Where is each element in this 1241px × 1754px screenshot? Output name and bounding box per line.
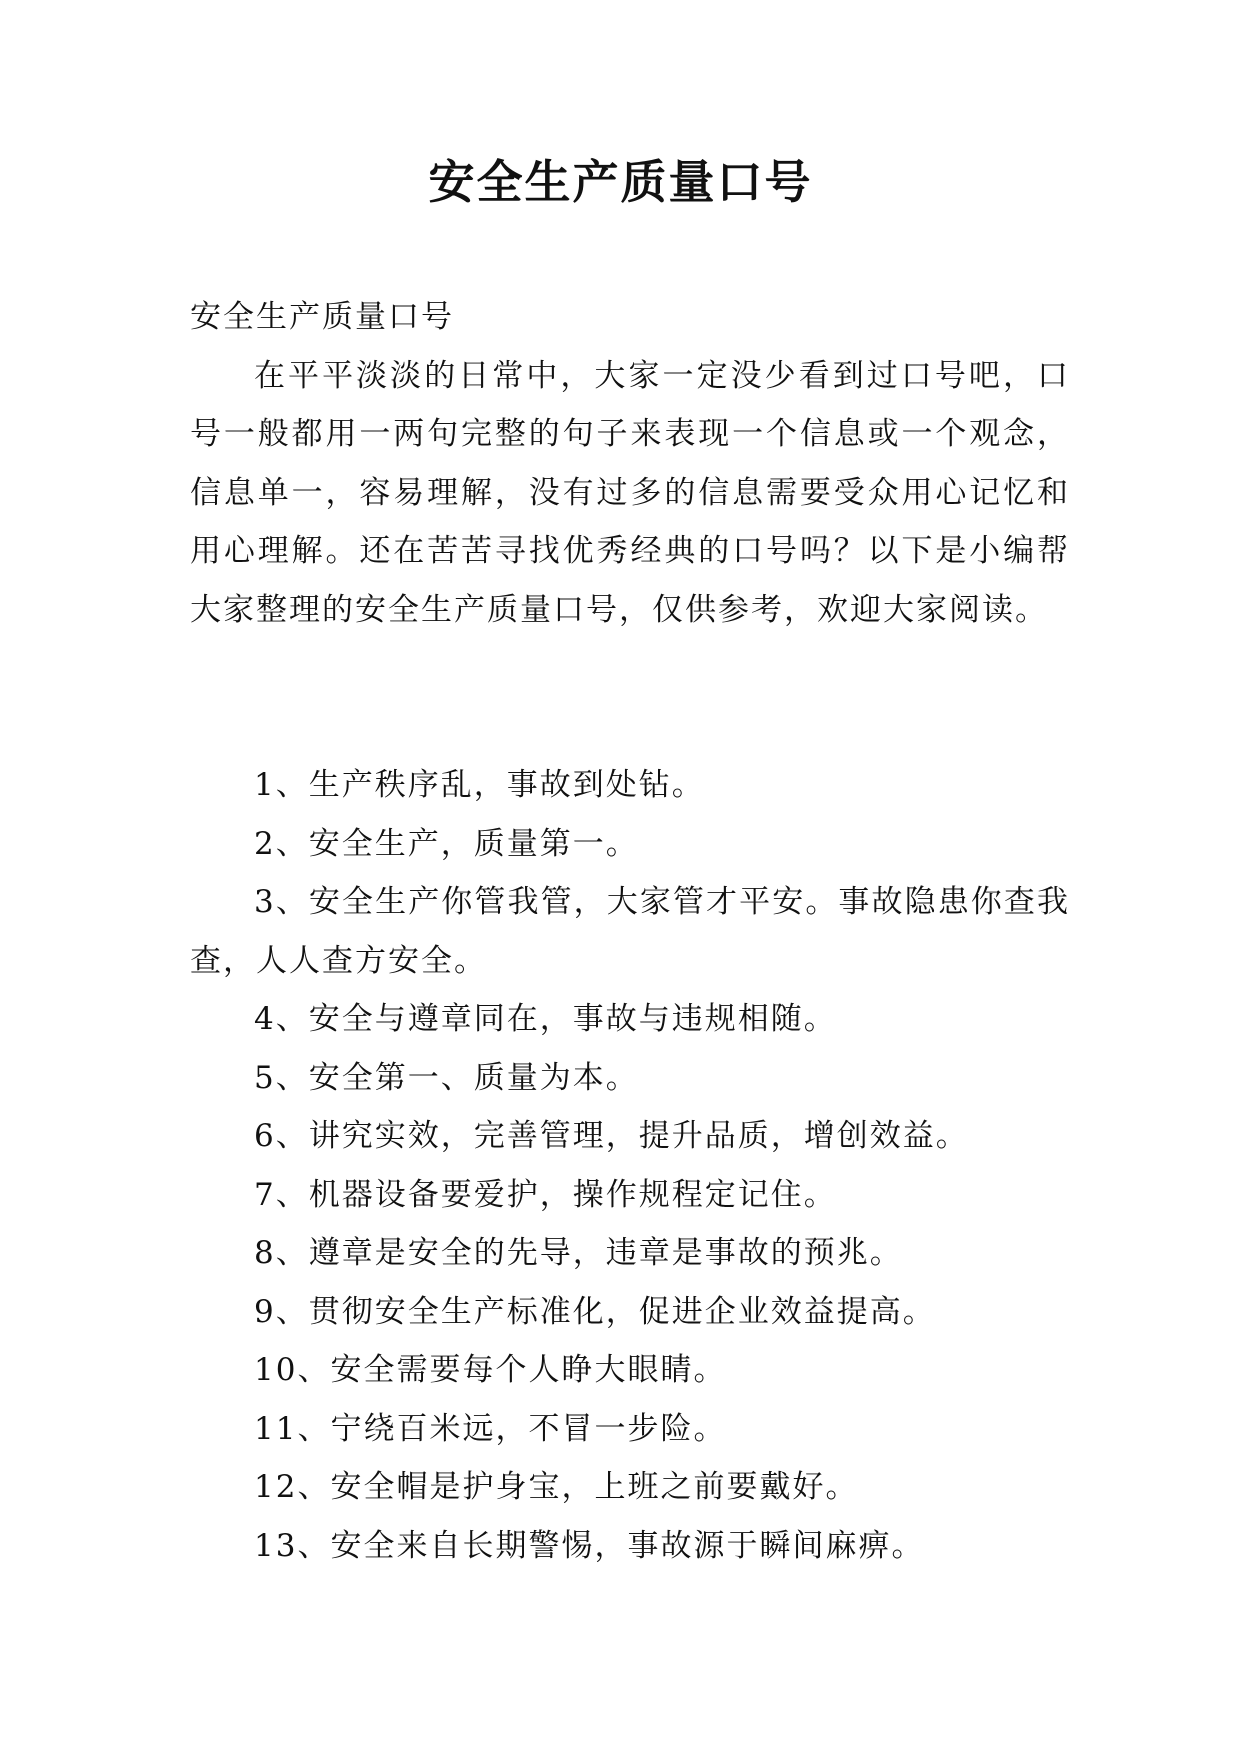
slogan-item-7: 7、机器设备要爱护，操作规程定记住。	[254, 1176, 837, 1213]
document-title: 安全生产质量口号	[428, 155, 813, 209]
document-body	[190, 288, 1070, 1575]
slogan-item-6: 6、讲究实效，完善管理，提升品质，增创效益。	[254, 1118, 969, 1154]
slogan-item-11: 11、宁绕百米远，不冒一步险。	[254, 1410, 727, 1447]
slogan-item-3: 3、安全生产你管我管，大家管才平安。事故隐患你查我查，人人查方安全。	[190, 884, 1070, 979]
slogan-item-4: 4、安全与遵章同在，事故与违规相随。	[254, 1001, 837, 1037]
slogan-item-9: 9、贯彻安全生产标准化，促进企业效益提高。	[254, 1293, 936, 1330]
slogan-item-1: 1、生产秩序乱，事故到处钻。	[254, 767, 705, 803]
slogan-item-13: 13、安全来自长期警惕，事故源于瞬间麻痹。	[254, 1527, 925, 1564]
slogan-item-12: 12、安全帽是护身宝，上班之前要戴好。	[254, 1469, 859, 1505]
document-subtitle: 安全生产质量口号	[190, 299, 454, 335]
slogan-item-2: 2、安全生产，质量第一。	[254, 825, 639, 862]
slogan-item-8: 8、遵章是安全的先导，违章是事故的预兆。	[254, 1235, 903, 1271]
intro-paragraph: 在平平淡淡的日常中，大家一定没少看到过口号吧，口号一般都用一两句完整的句子来表现一个信息或一个观念，信息单一，容易理解，没有过多的信息需要受众用心记忆和用心理解。还在苦苦寻找优秀经典的口号吗？以下是小编帮大家整理的安全生产质量口号，仅供参考，欢迎大家阅读。	[190, 357, 1070, 628]
slogan-item-5: 5、安全第一、质量为本。	[254, 1059, 639, 1096]
section-spacer	[190, 639, 1070, 756]
slogan-item-10: 10、安全需要每个人睁大眼睛。	[254, 1352, 727, 1388]
